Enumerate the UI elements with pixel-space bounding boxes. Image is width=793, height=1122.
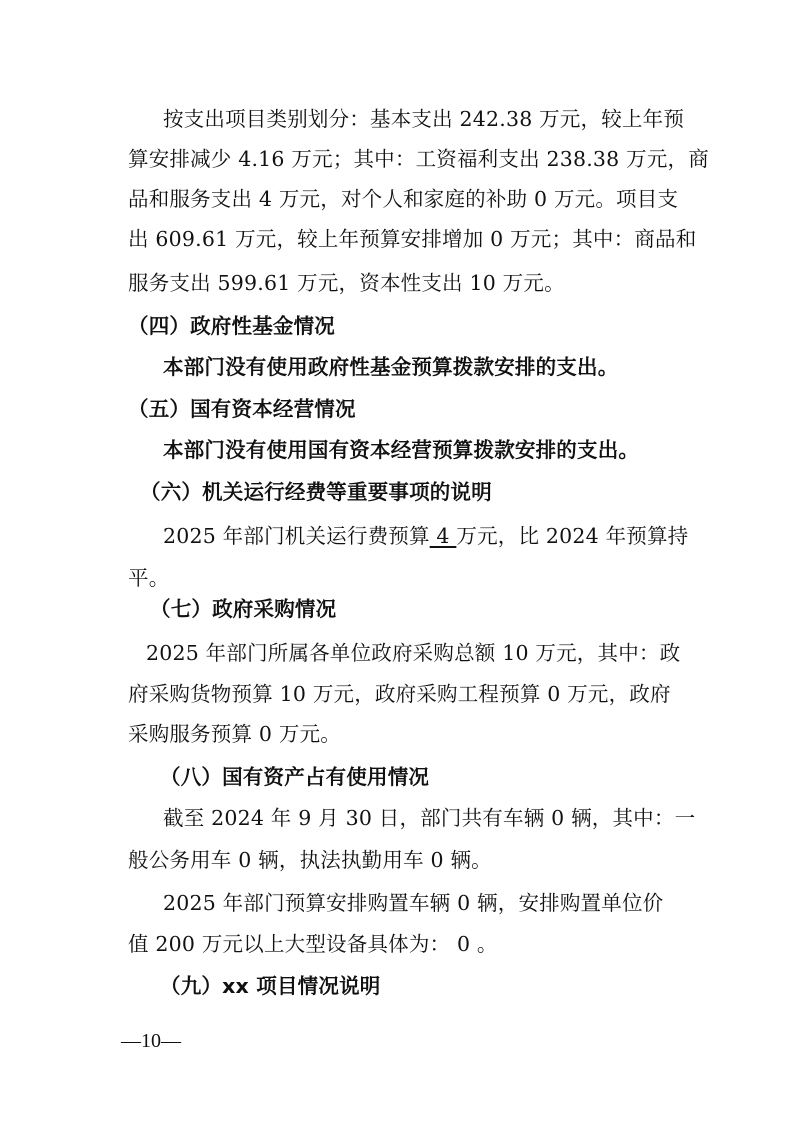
section-7-line-3: 采购服务预算 0 万元。 [128, 722, 341, 746]
section-8-p2-line-2: 值 200 万元以上大型设备具体为： 0 。 [128, 932, 498, 956]
section-7-line-1: 2025 年部门所属各单位政府采购总额 10 万元，其中：政 [146, 641, 681, 665]
section-8-p1-line-2: 般公务用车 0 辆，执法执勤用车 0 辆。 [128, 848, 492, 872]
expenditure-line-5: 服务支出 599.61 万元，资本性支出 10 万元。 [128, 271, 565, 295]
expenditure-line-2: 算安排减少 4.16 万元；其中：工资福利支出 238.38 万元，商 [128, 147, 709, 171]
page-number: —10— [121, 1030, 181, 1052]
section-5-heading: （五）国有资本经营情况 [128, 397, 356, 421]
section-8-p2-line-1: 2025 年部门预算安排购置车辆 0 辆，安排购置单位价 [163, 891, 664, 915]
section-4-body: 本部门没有使用政府性基金预算拨款安排的支出。 [163, 355, 619, 379]
running-cost-suffix: 万元，比 2024 年预算持 [456, 524, 689, 548]
section-8-p1-line-1: 截至 2024 年 9 月 30 日，部门共有车辆 0 辆，其中：一 [163, 806, 696, 830]
section-7-heading: （七）政府采购情况 [150, 597, 337, 621]
section-6-line-2: 平。 [128, 566, 170, 590]
section-6-heading: （六）机关运行经费等重要事项的说明 [140, 480, 492, 504]
running-cost-prefix: 2025 年部门机关运行费预算 [163, 524, 430, 548]
section-4-heading: （四）政府性基金情况 [128, 314, 335, 338]
expenditure-line-3: 品和服务支出 4 万元，对个人和家庭的补助 0 万元。项目支 [128, 187, 679, 211]
section-5-body: 本部门没有使用国有资本经营预算拨款安排的支出。 [163, 438, 640, 462]
expenditure-line-1: 按支出项目类别划分：基本支出 242.38 万元，较上年预 [163, 107, 685, 131]
running-cost-amount: 4 [429, 524, 457, 548]
expenditure-line-4: 出 609.61 万元，较上年预算安排增加 0 万元；其中：商品和 [128, 227, 697, 251]
section-8-heading: （八）国有资产占有使用情况 [160, 765, 430, 789]
section-6-line-1 [163, 524, 723, 548]
section-7-line-2: 府采购货物预算 10 万元，政府采购工程预算 0 万元，政府 [128, 682, 671, 706]
section-9-heading: （九）xx 项目情况说明 [160, 974, 381, 998]
